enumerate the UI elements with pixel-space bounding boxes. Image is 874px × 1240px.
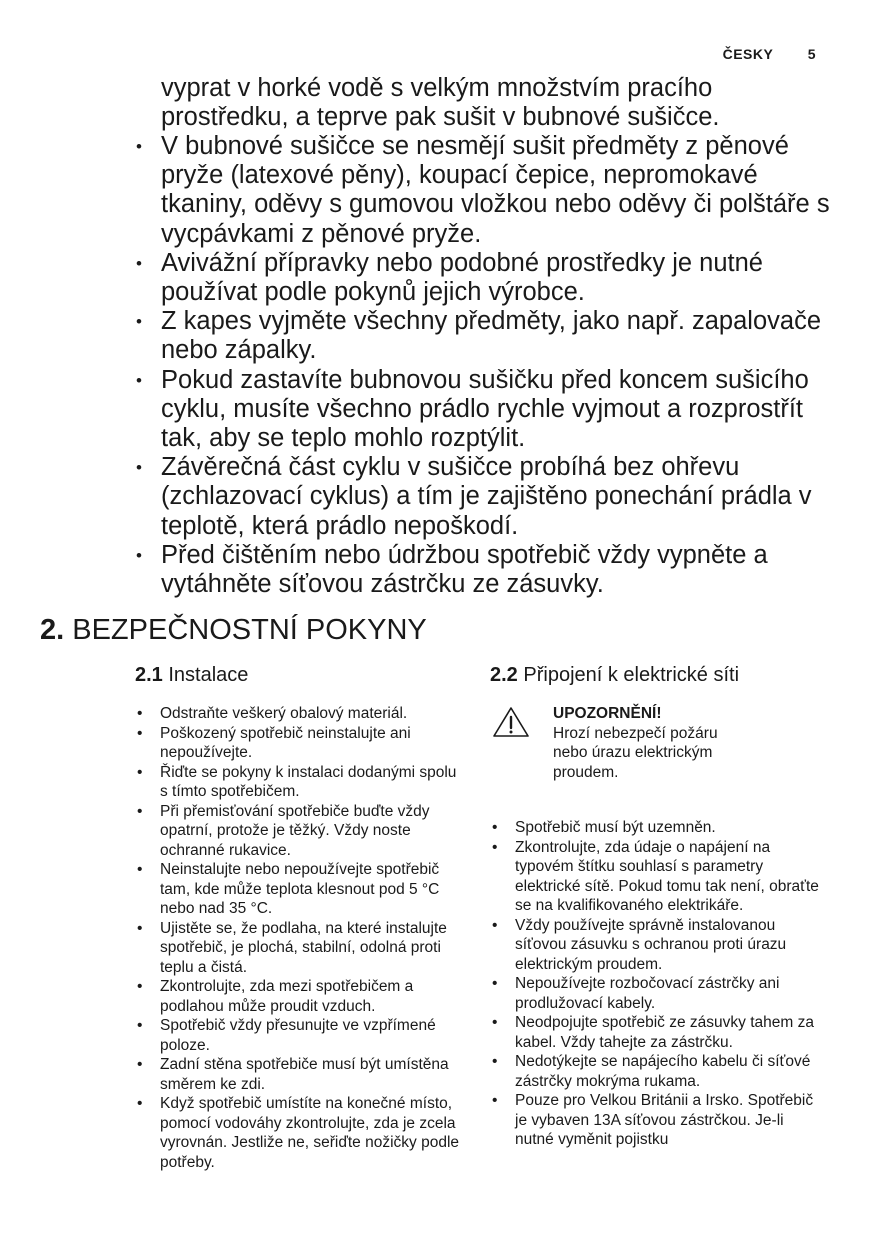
- warning-line: nebo úrazu elektrickým: [553, 744, 713, 761]
- installation-column: [135, 660, 465, 1172]
- warning-text: [553, 704, 718, 782]
- page-header: [723, 46, 816, 62]
- warning-box: [490, 704, 820, 804]
- subsection-title: Instalace: [168, 664, 249, 686]
- list-item: • Zkontrolujte, zda údaje o napájení na typovém štítku souhlasí s parametry elektrické sítě. Pokud tomu tak není, obraťte se na kvalifikovaného elektrikáře.: [490, 838, 820, 916]
- installation-list: [135, 704, 465, 1172]
- warning-triangle-icon: [492, 706, 530, 738]
- list-item: • Před čištěním nebo údržbou spotřebič vždy vypněte a vytáhněte síťovou zástrčku ze zásuvky.: [161, 541, 831, 599]
- section-title: BEZPEČNOSTNÍ POKYNY: [72, 614, 427, 646]
- page-number: 5: [807, 46, 816, 62]
- continuation-text: vyprat v horké vodě s velkým množstvím pracího prostředku, a teprve pak sušit v bubnové sušičce.: [161, 74, 720, 132]
- section-heading: [40, 612, 427, 648]
- list-item: • Nepoužívejte rozbočovací zástrčky ani prodlužovací kabely.: [490, 974, 820, 1013]
- electrical-list: [490, 818, 820, 1150]
- list-item: • Odstraňte veškerý obalový materiál.: [135, 704, 465, 724]
- list-item: • Spotřebič vždy přesunujte ve vzpřímené poloze.: [135, 1016, 465, 1055]
- list-item: • Řiďte se pokyny k instalaci dodanými spolu s tímto spotřebičem.: [135, 763, 465, 802]
- list-item: • Pouze pro Velkou Británii a Irsko. Spotřebič je vybaven 13A síťovou zástrčkou. Je-li nutné vyměnit pojistku: [490, 1091, 820, 1150]
- list-item: • Spotřebič musí být uzemněn.: [490, 818, 820, 838]
- list-item: • V bubnové sušičce se nesmějí sušit předměty z pěnové pryže (latexové pěny), koupací čepice, nepromokavé tkaniny, oděvy s gumovou vložkou nebo oděvy či polštáře s vycpávkami z pěnové pryže.: [161, 132, 831, 249]
- list-item: • Pokud zastavíte bubnovou sušičku před koncem sušicího cyklu, musíte všechno prádlo rychle vyjmout a rozprostřít tak, aby se teplo mohlo rozptýlit.: [161, 366, 831, 454]
- subsection-title: Připojení k elektrické síti: [523, 664, 740, 686]
- list-item: • Zadní stěna spotřebiče musí být umístěna směrem ke zdi.: [135, 1055, 465, 1094]
- electrical-heading: [490, 660, 820, 690]
- list-item: • Z kapes vyjměte všechny předměty, jako např. zapalovače nebo zápalky.: [161, 307, 831, 365]
- general-safety-list: [161, 132, 831, 599]
- list-item: • Poškozený spotřebič neinstalujte ani nepoužívejte.: [135, 724, 465, 763]
- language-label: ČESKY: [722, 46, 774, 62]
- list-item: • Vždy používejte správně instalovanou síťovou zásuvku s ochranou proti úrazu elektrickým proudem.: [490, 916, 820, 975]
- section-number: 2.: [40, 614, 65, 646]
- installation-heading: [135, 660, 465, 690]
- warning-line: Hrozí nebezpečí požáru: [553, 724, 718, 742]
- list-item: • Zkontrolujte, zda mezi spotřebičem a podlahou může proudit vzduch.: [135, 977, 465, 1016]
- electrical-column: [490, 660, 820, 1150]
- list-item: • Nedotýkejte se napájecího kabelu či síťové zástrčky mokrýma rukama.: [490, 1052, 820, 1091]
- warning-title: UPOZORNĚNÍ!: [553, 705, 662, 722]
- list-item: • Závěrečná část cyklu v sušičce probíhá bez ohřevu (zchlazovací cyklus) a tím je zajištěno ponechání prádla v teplotě, která prádlo nepoškodí.: [161, 453, 831, 541]
- subsection-number: 2.2: [490, 664, 518, 686]
- list-item: • Avivážní přípravky nebo podobné prostředky je nutné používat podle pokynů jejich výrobce.: [161, 249, 831, 307]
- list-item: • Neinstalujte nebo nepoužívejte spotřebič tam, kde může teplota klesnout pod 5 °C nebo nad 35 °C.: [135, 860, 465, 919]
- warning-line: proudem.: [553, 763, 619, 781]
- subsection-number: 2.1: [135, 664, 163, 686]
- list-item: • Když spotřebič umístíte na konečné místo, pomocí vodováhy zkontrolujte, zda je zcela vyrovnán. Jestliže ne, seřiďte nožičky podle potřeby.: [135, 1094, 465, 1172]
- list-item: • Při přemisťování spotřebiče buďte vždy opatrní, protože je těžký. Vždy noste ochranné rukavice.: [135, 802, 465, 861]
- list-item: • Ujistěte se, že podlaha, na které instalujte spotřebič, je plochá, stabilní, odolná proti teplu a čistá.: [135, 919, 465, 978]
- list-item: • Neodpojujte spotřebič ze zásuvky tahem za kabel. Vždy tahejte za zástrčku.: [490, 1013, 820, 1052]
